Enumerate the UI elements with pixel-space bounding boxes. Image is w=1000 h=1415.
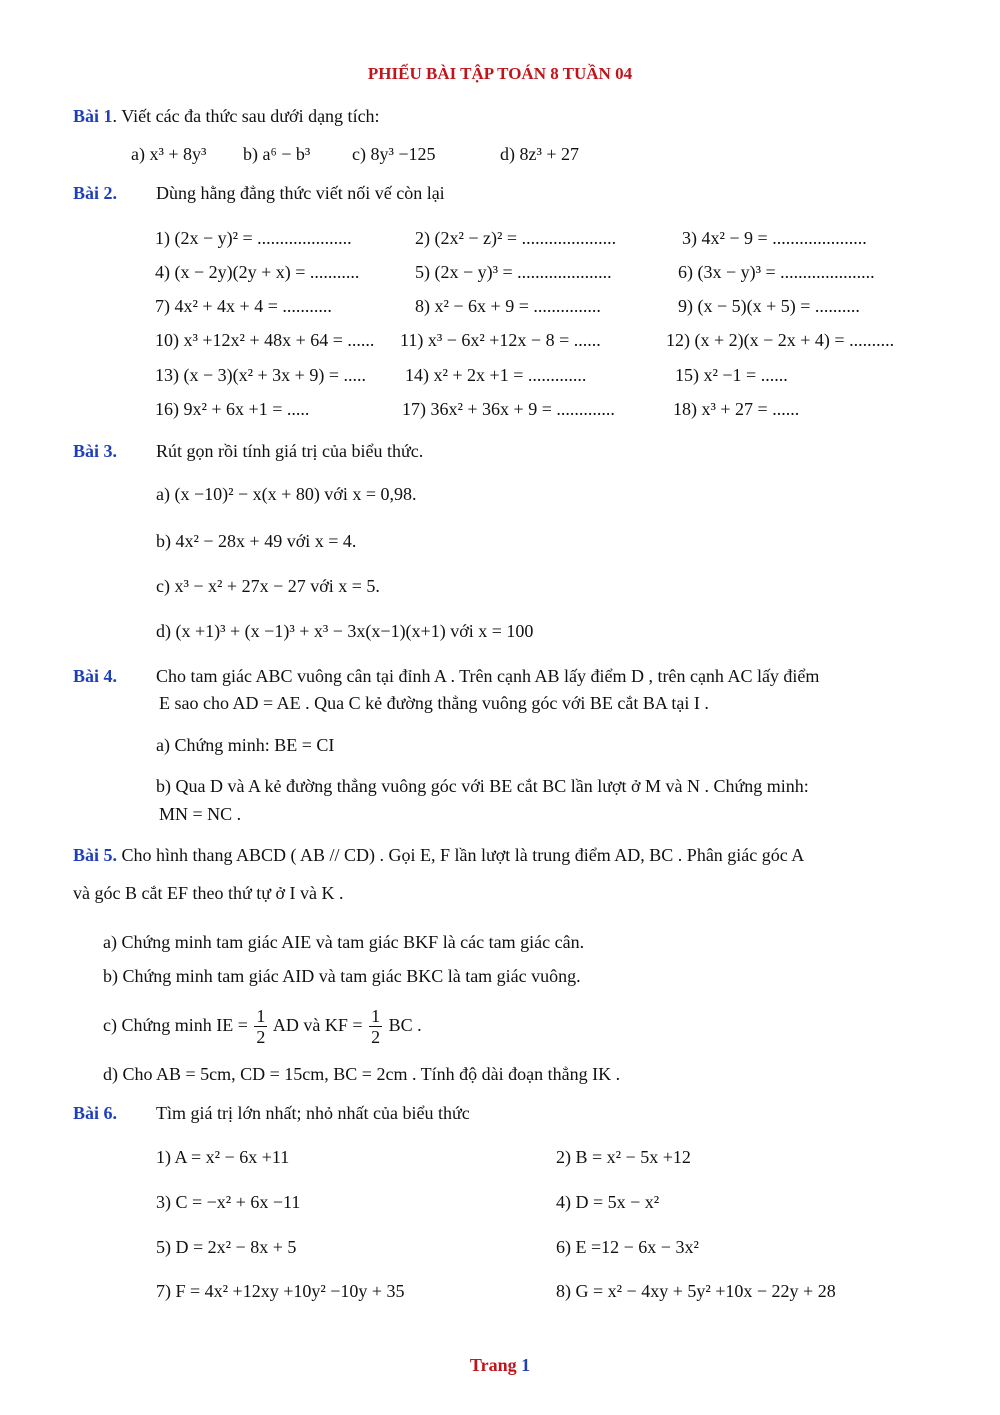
- bai1-item-a: a) x³ + 8y³: [131, 144, 207, 164]
- bai2-item: 11) x³ − 6x² +12x − 8 = ......: [400, 330, 601, 350]
- bai1-label: Bài 1: [73, 106, 113, 126]
- bai2-item: 7) 4x² + 4x + 4 = ...........: [155, 296, 332, 316]
- bai5-heading: [73, 843, 804, 867]
- frac-numerator: 1: [371, 1006, 381, 1027]
- bai2-label: Bài 2.: [73, 183, 118, 203]
- bai5-item-a: a) Chứng minh tam giác AIE và tam giác BKF là các tam giác cân.: [103, 932, 585, 952]
- fraction-one-half: [369, 1006, 382, 1047]
- frac-numerator: 1: [256, 1006, 266, 1027]
- bai1-item-c: c) 8y³ −125: [352, 144, 436, 164]
- bai6-item: 6) E =12 − 6x − 3x²: [556, 1237, 699, 1257]
- bai6-item: 5) D = 2x² − 8x + 5: [156, 1237, 297, 1257]
- bai4-item-b1: b) Qua D và A kẻ đường thẳng vuông góc với BE cắt BC lần lượt ở M và N . Chứng minh:: [156, 776, 809, 796]
- bai2-item: 3) 4x² − 9 = .....................: [682, 228, 867, 248]
- bai6-item: 7) F = 4x² +12xy +10y² −10y + 35: [156, 1281, 405, 1301]
- bai6-item: 2) B = x² − 5x +12: [556, 1147, 691, 1167]
- frac-denominator: 2: [256, 1027, 266, 1048]
- bai4-label: Bài 4.: [73, 666, 118, 686]
- bai3-label: Bài 3.: [73, 441, 118, 461]
- bai2-item: 9) (x − 5)(x + 5) = ..........: [678, 296, 860, 316]
- bai3-item-a: a) (x −10)² − x(x + 80) với x = 0,98.: [156, 484, 417, 504]
- bai2-item: 10) x³ +12x² + 48x + 64 = ......: [155, 330, 375, 350]
- footer-page-number: 1: [521, 1355, 531, 1375]
- bai2-item: 5) (2x − y)³ = .....................: [415, 262, 612, 282]
- bai3-item-b: b) 4x² − 28x + 49 với x = 4.: [156, 531, 357, 551]
- bai6-item: 1) A = x² − 6x +11: [156, 1147, 290, 1167]
- bai2-item: 13) (x − 3)(x² + 3x + 9) = .....: [155, 365, 366, 385]
- page-footer: [0, 1353, 1000, 1377]
- bai5-c-mid: AD và KF =: [272, 1015, 363, 1035]
- bai2-item: 15) x² −1 = ......: [675, 365, 788, 385]
- bai1-heading: [73, 104, 380, 128]
- bai6-item: 8) G = x² − 4xy + 5y² +10x − 22y + 28: [556, 1281, 836, 1301]
- bai5-line2: và góc B cắt EF theo thứ tự ở I và K .: [73, 883, 344, 903]
- bai1-text: . Viết các đa thức sau dưới dạng tích:: [112, 106, 380, 126]
- bai2-item: 18) x³ + 27 = ......: [673, 399, 800, 419]
- bai4-line1: Cho tam giác ABC vuông cân tại đỉnh A . Trên cạnh AB lấy điểm D , trên cạnh AC lấy điểm: [156, 666, 820, 686]
- bai4-item-a: a) Chứng minh: BE = CI: [156, 735, 335, 755]
- bai5-label: Bài 5.: [73, 845, 118, 865]
- bai3-item-d: d) (x +1)³ + (x −1)³ + x³ − 3x(x−1)(x+1) với x = 100: [156, 621, 534, 641]
- bai6-item: 4) D = 5x − x²: [556, 1192, 660, 1212]
- bai2-item: 16) 9x² + 6x +1 = .....: [155, 399, 310, 419]
- bai5-c-pre: c) Chứng minh IE =: [103, 1015, 248, 1035]
- frac-denominator: 2: [371, 1027, 381, 1048]
- bai5-line1: Cho hình thang ABCD ( AB // CD) . Gọi E, F lần lượt là trung điểm AD, BC . Phân giác góc A: [117, 845, 805, 865]
- bai2-item: 2) (2x² − z)² = .....................: [415, 228, 617, 248]
- bai6-label: Bài 6.: [73, 1103, 118, 1123]
- bai2-text: Dùng hằng đẳng thức viết nối vế còn lại: [156, 183, 445, 203]
- fraction-one-half: [254, 1006, 267, 1047]
- bai3-text: Rút gọn rồi tính giá trị của biểu thức.: [156, 441, 424, 461]
- bai2-item: 8) x² − 6x + 9 = ...............: [415, 296, 601, 316]
- bai5-item-d: d) Cho AB = 5cm, CD = 15cm, BC = 2cm . Tính độ dài đoạn thẳng IK .: [103, 1064, 621, 1084]
- bai2-item: 6) (3x − y)³ = .....................: [678, 262, 875, 282]
- bai2-item: 14) x² + 2x +1 = .............: [405, 365, 587, 385]
- bai1-item-d: d) 8z³ + 27: [500, 144, 580, 164]
- bai1-item-b: b) a⁶ − b³: [243, 144, 311, 164]
- bai2-item: 4) (x − 2y)(2y + x) = ...........: [155, 262, 360, 282]
- bai4-item-b2: MN = NC .: [159, 804, 242, 824]
- bai6-item: 3) C = −x² + 6x −11: [156, 1192, 301, 1212]
- bai2-item: 17) 36x² + 36x + 9 = .............: [402, 399, 615, 419]
- bai3-item-c: c) x³ − x² + 27x − 27 với x = 5.: [156, 576, 380, 596]
- bai5-item-c: [103, 1002, 422, 1048]
- bai2-item: 1) (2x − y)² = .....................: [155, 228, 352, 248]
- bai4-line2: E sao cho AD = AE . Qua C kẻ đường thẳng vuông góc với BE cắt BA tại I .: [159, 693, 709, 713]
- bai5-item-b: b) Chứng minh tam giác AID và tam giác BKC là tam giác vuông.: [103, 966, 581, 986]
- page-title: PHIẾU BÀI TẬP TOÁN 8 TUẦN 04: [367, 64, 633, 83]
- bai5-c-post: BC .: [388, 1015, 422, 1035]
- bai2-item: 12) (x + 2)(x − 2x + 4) = ..........: [666, 330, 895, 350]
- footer-word: Trang: [469, 1355, 517, 1375]
- bai6-text: Tìm giá trị lớn nhất; nhỏ nhất của biểu thức: [156, 1103, 470, 1123]
